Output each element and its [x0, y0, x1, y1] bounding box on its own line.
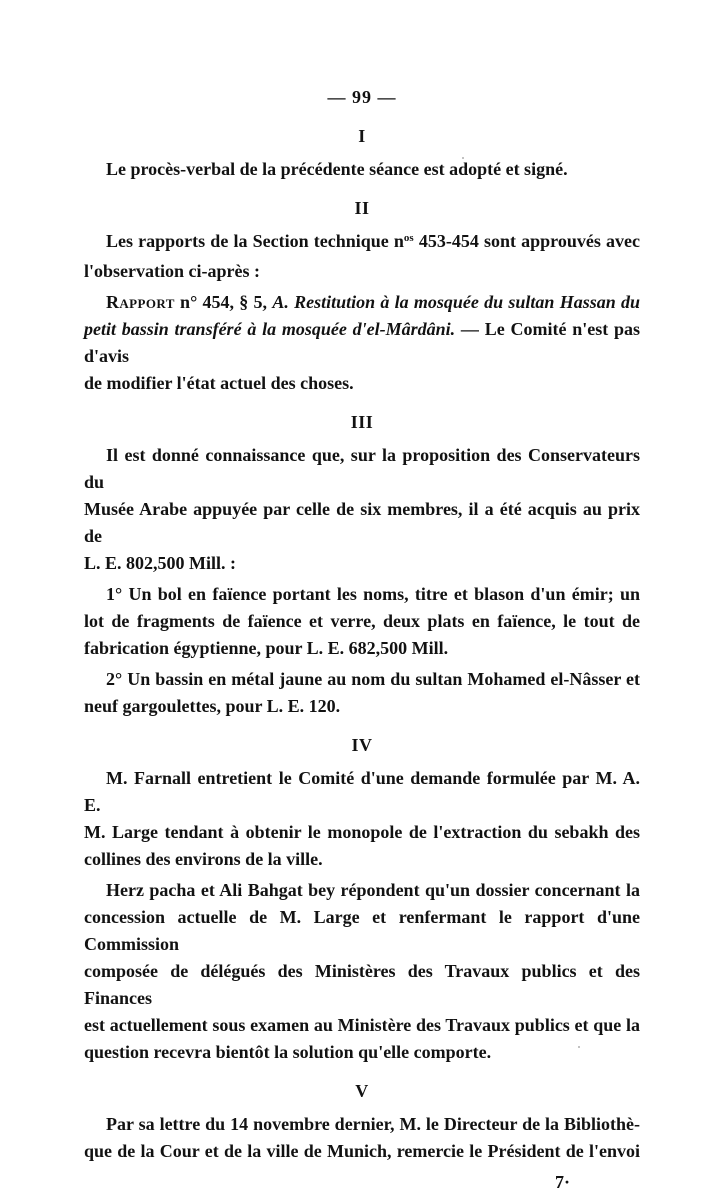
section-heading-ii: II	[354, 198, 370, 218]
text-block	[84, 84, 640, 1196]
dust-speck	[578, 1046, 580, 1048]
paragraph	[84, 581, 640, 662]
text-line	[84, 289, 640, 316]
text-line	[84, 1012, 640, 1039]
text-segment: neuf gargoulettes, pour L. E. 120.	[84, 696, 341, 716]
text-segment: M. Large tendant à obtenir le monopole de l'extraction du sebakh des	[84, 822, 640, 842]
text-segment: question recevra bientôt la solution qu'elle comporte.	[84, 1042, 492, 1062]
text-line	[84, 635, 640, 662]
text-segment: os	[403, 232, 414, 244]
text-line	[84, 666, 640, 693]
text-segment: 1° Un bol en faïence portant les noms, titre et blason d'un émir; un	[106, 584, 640, 604]
text-line	[84, 316, 640, 370]
paragraph	[84, 666, 640, 720]
text-segment: composée de délégués des Ministères des Travaux publics et des Finances	[84, 961, 640, 1008]
text-line	[84, 496, 640, 550]
section-heading-v: V	[355, 1081, 369, 1101]
text-segment: Les rapports de la Section technique n	[106, 231, 404, 251]
text-line	[84, 1138, 640, 1165]
text-line	[84, 904, 640, 958]
text-segment: Rapport	[106, 292, 175, 312]
text-segment: lot de fragments de faïence et verre, deux plats en faïence, le tout de	[84, 611, 640, 631]
text-line	[84, 877, 640, 904]
text-segment: que de la Cour et de la ville de Munich, remercie le Président de l'envoi	[84, 1141, 640, 1161]
page-number: — 99 —	[327, 87, 397, 107]
text-segment: collines des environs de la ville.	[84, 849, 323, 869]
text-segment: l'observation ci-après :	[84, 261, 260, 281]
text-line	[84, 442, 640, 496]
paragraph	[84, 1111, 640, 1165]
text-segment: Le procès-verbal de la précédente séance est adopté et signé.	[106, 159, 568, 179]
paragraph	[84, 156, 640, 183]
text-line	[84, 846, 640, 873]
text-segment: L. E. 802,500 Mill. :	[84, 553, 236, 573]
text-line	[84, 258, 640, 285]
text-line	[84, 1039, 640, 1066]
text-line	[84, 581, 640, 608]
paragraph	[84, 765, 640, 873]
text-line	[84, 693, 640, 720]
text-segment: n° 454, § 5,	[174, 292, 273, 312]
text-segment: M. Farnall entretient le Comité d'une demande formulée par M. A. E.	[84, 768, 640, 815]
text-line	[84, 819, 640, 846]
text-segment: Herz pacha et Ali Bahgat bey répondent qu'un dossier concernant la	[106, 880, 640, 900]
text-segment: 453-454 sont approuvés avec	[413, 231, 640, 251]
signature-mark: 7·	[554, 1172, 570, 1192]
paragraph	[84, 442, 640, 577]
section-heading-i: I	[358, 126, 366, 146]
text-line	[84, 1111, 640, 1138]
text-segment: concession actuelle de M. Large et renfermant le rapport d'une Commission	[84, 907, 640, 954]
text-line	[84, 370, 640, 397]
text-segment: Il est donné connaissance que, sur la proposition des Conservateurs du	[84, 445, 640, 492]
text-segment: Musée Arabe appuyée par celle de six membres, il a été acquis au prix de	[84, 499, 640, 546]
text-segment: Par sa lettre du 14 novembre dernier, M. le Directeur de la Bibliothè-	[106, 1114, 640, 1134]
text-segment: fabrication égyptienne, pour L. E. 682,500 Mill.	[84, 638, 449, 658]
dust-speck	[462, 157, 464, 159]
paragraph	[84, 877, 640, 1066]
text-line	[84, 765, 640, 819]
paragraph	[84, 228, 640, 285]
text-line	[84, 156, 640, 183]
text-segment: est actuellement sous examen au Ministère des Travaux publics et que la	[84, 1015, 640, 1035]
text-segment: de modifier l'état actuel des choses.	[84, 373, 354, 393]
text-line	[84, 550, 640, 577]
text-line	[84, 608, 640, 635]
section-heading-iv: IV	[351, 735, 373, 755]
text-segment: petit bassin transféré à la mosquée d'el-Mârdâni.	[84, 319, 456, 339]
text-line	[84, 228, 640, 258]
text-line	[84, 958, 640, 1012]
paragraph	[84, 289, 640, 397]
text-segment: A. Restitution à la mosquée du sultan Hassan du	[272, 292, 640, 312]
text-segment: — Le Comité n'est pas d'avis	[84, 319, 641, 366]
text-segment: 2° Un bassin en métal jaune au nom du sultan Mohamed el-Nâsser et	[106, 669, 640, 689]
section-heading-iii: III	[350, 412, 374, 432]
